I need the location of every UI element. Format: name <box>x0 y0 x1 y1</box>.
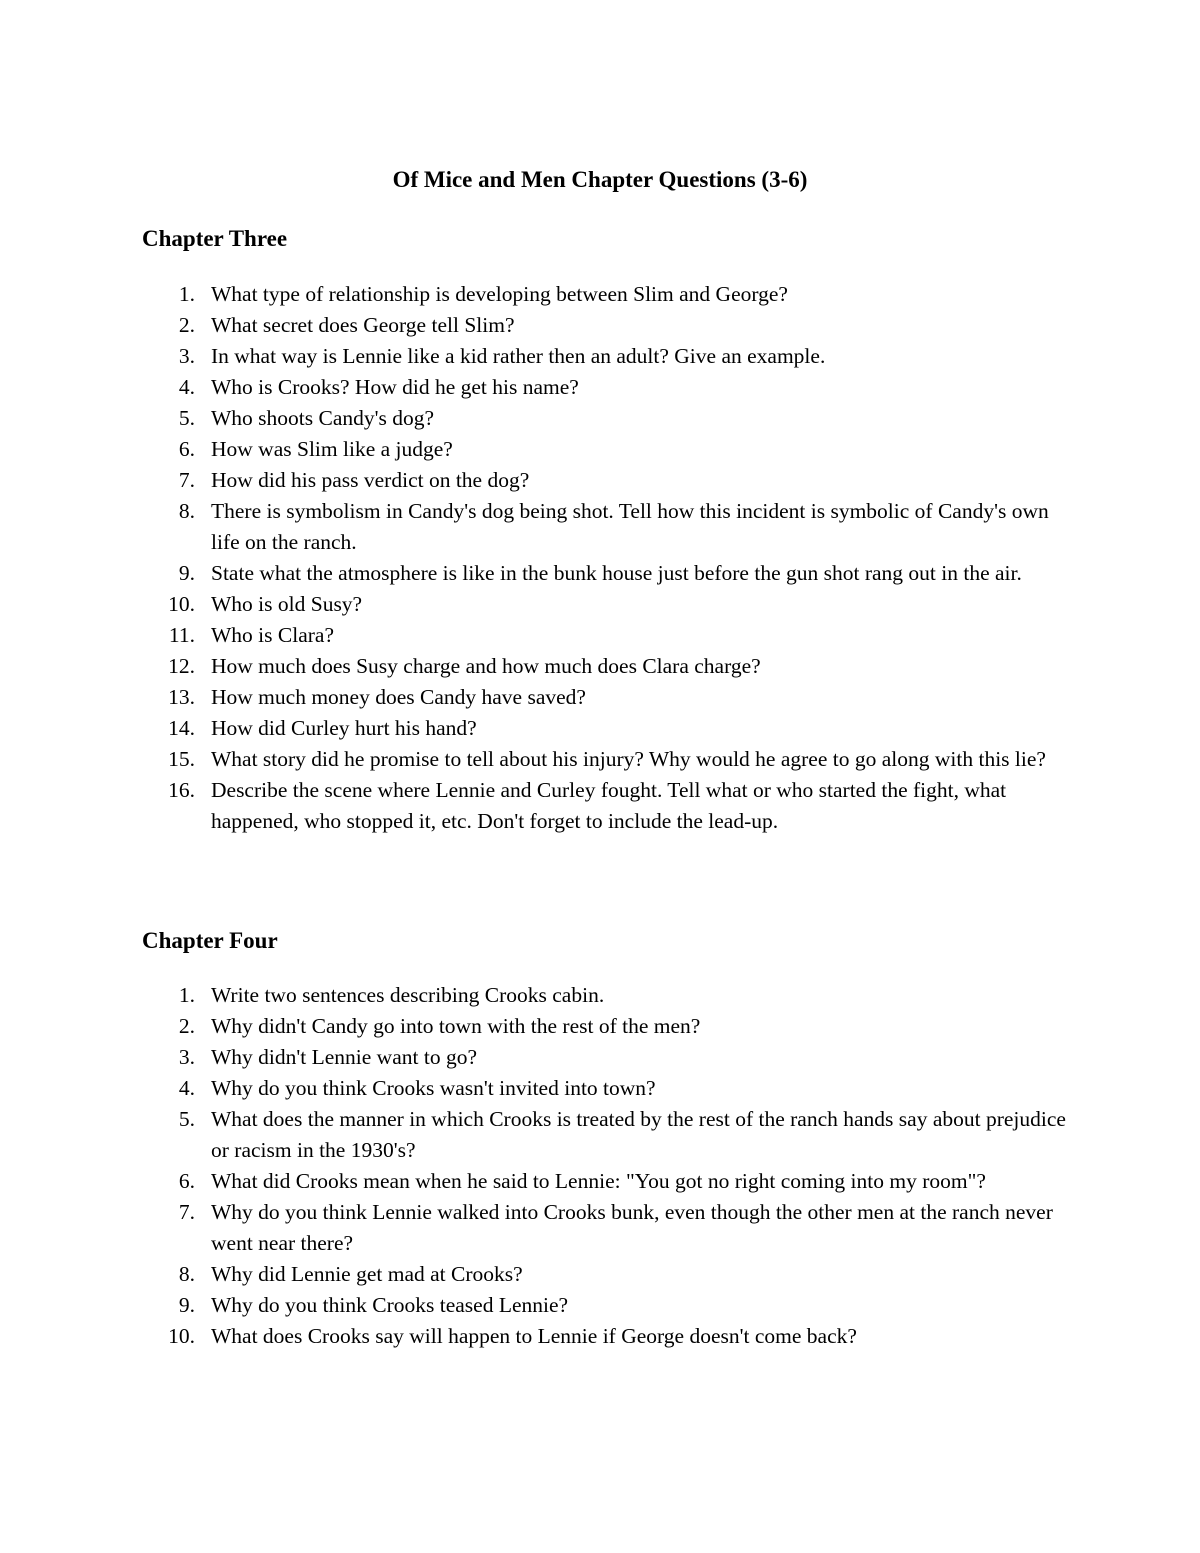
question-text: Who is Crooks? How did he get his name? <box>211 375 579 399</box>
chapter-four-heading: Chapter Four <box>142 928 278 953</box>
question-text: Who is old Susy? <box>211 592 363 616</box>
question-text: What does Crooks say will happen to Lennie if George doesn't come back? <box>211 1324 857 1348</box>
question-item <box>0 341 1066 372</box>
question-item <box>0 558 1066 589</box>
question-number: 2. <box>178 1014 195 1038</box>
question-number: 10. <box>168 1324 195 1348</box>
question-item <box>0 1166 1066 1197</box>
question-number: 4. <box>178 375 195 399</box>
question-number: 2. <box>178 313 195 337</box>
question-item <box>0 310 1066 341</box>
chapter-three-heading: Chapter Three <box>142 226 288 251</box>
question-text: Why didn't Candy go into town with the rest of the men? <box>211 1014 701 1038</box>
question-text: Why do you think Lennie walked into Crooks bunk, even though the other men at the ranch never went near there? <box>211 1200 1053 1255</box>
question-number: 3. <box>178 344 195 368</box>
question-number: 5. <box>178 1107 195 1131</box>
question-item <box>0 589 1066 620</box>
question-number: 12. <box>168 654 195 678</box>
question-text: How did his pass verdict on the dog? <box>211 468 530 492</box>
question-item <box>0 1011 1066 1042</box>
question-number: 13. <box>168 685 195 709</box>
question-number: 3. <box>178 1045 195 1069</box>
question-text: In what way is Lennie like a kid rather then an adult? Give an example. <box>211 344 826 368</box>
question-text: Why didn't Lennie want to go? <box>211 1045 477 1069</box>
question-item <box>0 434 1066 465</box>
question-item <box>0 651 1066 682</box>
question-text: How much does Susy charge and how much does Clara charge? <box>211 654 761 678</box>
question-item <box>0 1104 1066 1166</box>
question-text: What does the manner in which Crooks is treated by the rest of the ranch hands say about prejudice or racism in the 1930's? <box>211 1107 1066 1162</box>
question-number: 1. <box>178 983 195 1007</box>
question-item <box>0 744 1066 775</box>
question-number: 15. <box>168 747 195 771</box>
question-item <box>0 1290 1066 1321</box>
question-text: Write two sentences describing Crooks cabin. <box>211 983 605 1007</box>
question-item <box>0 682 1066 713</box>
chapter-three-question-list <box>0 279 1200 837</box>
question-text: Why do you think Crooks wasn't invited into town? <box>211 1076 656 1100</box>
question-text: Why do you think Crooks teased Lennie? <box>211 1293 569 1317</box>
question-text: What type of relationship is developing between Slim and George? <box>211 282 788 306</box>
question-number: 14. <box>168 716 195 740</box>
chapter-four-question-list <box>0 980 1200 1352</box>
question-number: 6. <box>178 1169 195 1193</box>
question-item <box>0 403 1066 434</box>
question-number: 10. <box>168 592 195 616</box>
question-number: 8. <box>178 1262 195 1286</box>
question-text: Who shoots Candy's dog? <box>211 406 435 430</box>
question-number: 16. <box>168 778 195 802</box>
question-text: Who is Clara? <box>211 623 334 647</box>
question-number: 7. <box>178 468 195 492</box>
question-text: What story did he promise to tell about his injury? Why would he agree to go along with this lie? <box>211 747 1046 771</box>
question-text: How was Slim like a judge? <box>211 437 453 461</box>
question-text: What secret does George tell Slim? <box>211 313 515 337</box>
question-number: 1. <box>178 282 195 306</box>
question-item <box>0 713 1066 744</box>
question-number: 4. <box>178 1076 195 1100</box>
question-item <box>0 465 1066 496</box>
question-number: 11. <box>168 623 195 647</box>
question-item <box>0 1197 1066 1259</box>
question-item <box>0 496 1066 558</box>
question-item <box>0 1259 1066 1290</box>
question-text: How much money does Candy have saved? <box>211 685 586 709</box>
question-text: State what the atmosphere is like in the bunk house just before the gun shot rang out in the air. <box>211 561 1022 585</box>
question-number: 9. <box>178 1293 195 1317</box>
question-item <box>0 1042 1066 1073</box>
question-item <box>0 775 1066 837</box>
question-item <box>0 372 1066 403</box>
question-text: What did Crooks mean when he said to Lennie: "You got no right coming into my room"? <box>211 1169 986 1193</box>
question-number: 6. <box>178 437 195 461</box>
question-item <box>0 279 1066 310</box>
question-text: Describe the scene where Lennie and Curley fought. Tell what or who started the fight, what happened, who stopped it, etc. Don't forget to include the lead-up. <box>211 778 1007 833</box>
question-item <box>0 1321 1066 1352</box>
question-text: How did Curley hurt his hand? <box>211 716 477 740</box>
question-item <box>0 620 1066 651</box>
question-item <box>0 1073 1066 1104</box>
question-text: Why did Lennie get mad at Crooks? <box>211 1262 523 1286</box>
question-text: There is symbolism in Candy's dog being shot. Tell how this incident is symbolic of Candy's own life on the ranch. <box>211 499 1049 554</box>
question-number: 5. <box>178 406 195 430</box>
question-number: 8. <box>178 499 195 523</box>
question-number: 7. <box>178 1200 195 1224</box>
question-item <box>0 980 1066 1011</box>
document-title: Of Mice and Men Chapter Questions (3-6) <box>392 167 808 192</box>
question-number: 9. <box>178 561 195 585</box>
